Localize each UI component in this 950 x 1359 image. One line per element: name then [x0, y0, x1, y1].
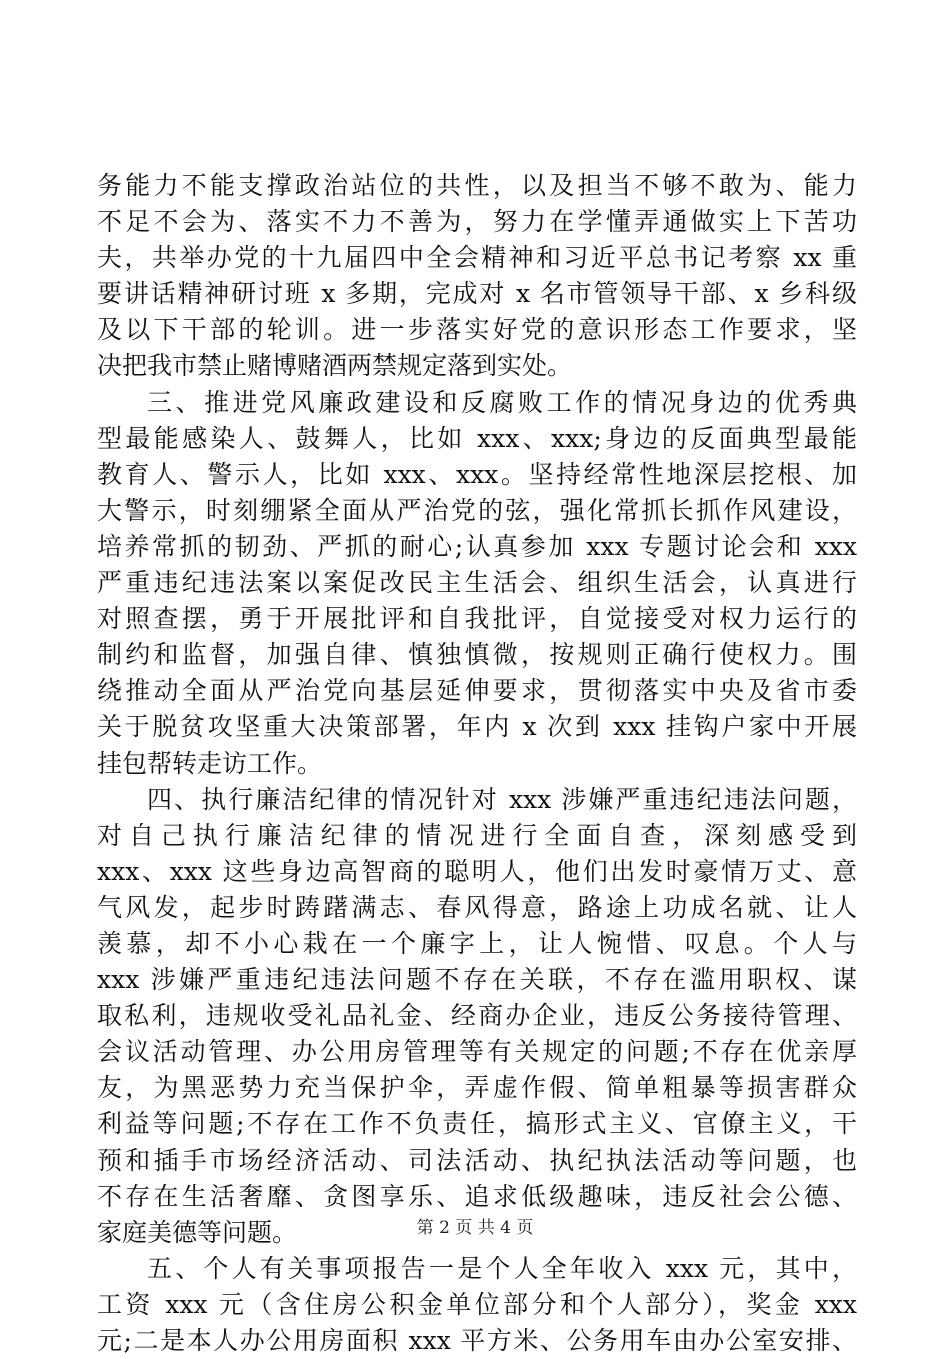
- text-line: 培养常抓的韧劲、严抓的耐心;认真参加 xxx 专题讨论会和 xxx: [97, 531, 857, 561]
- text-line: 羡慕，却不小心栽在一个廉字上，让人惋惜、叹息。个人与: [97, 928, 857, 958]
- text-line: 取私利，违规收受礼品礼金、经商办企业，违反公务接待管理、: [97, 1001, 857, 1031]
- text-line: 绕推动全面从严治党向基层延伸要求，贯彻落实中央及省市委: [97, 676, 857, 706]
- text-line: 要讲话精神研讨班 x 多期，完成对 x 名市管领导干部、x 乡科级: [97, 279, 857, 309]
- text-line: 对自己执行廉洁纪律的情况进行全面自查，深刻感受到: [97, 820, 857, 850]
- text-line: 挂包帮转走访工作。: [97, 748, 323, 778]
- text-line: 务能力不能支撑政治站位的共性，以及担当不够不敢为、能力: [97, 171, 857, 200]
- text-line: 预和插手市场经济活动、司法活动、执纪执法活动等问题，也: [97, 1145, 857, 1175]
- text-line: 友，为黑恶势力充当保护伞，弄虚作假、简单粗暴等损害群众: [97, 1073, 857, 1103]
- text-line: 不存在生活奢靡、贪图享乐、追求低级趣味，违反社会公德、: [97, 1181, 857, 1211]
- text-line: 教育人、警示人，比如 xxx、xxx。坚持经常性地深层挖根、加: [97, 459, 857, 489]
- text-line: 关于脱贫攻坚重大决策部署，年内 x 次到 xxx 挂钩户家中开展: [97, 712, 857, 742]
- text-line: 家庭美德等问题。: [97, 1217, 298, 1247]
- text-line: xxx 涉嫌严重违纪违法问题不存在关联，不存在滥用职权、谋: [97, 965, 857, 995]
- text-line: 型最能感染人、鼓舞人，比如 xxx、xxx;身边的反面典型最能: [97, 423, 857, 453]
- text-line: 决把我市禁止赌博赌酒两禁规定落到实处。: [97, 351, 573, 381]
- text-line: 利益等问题;不存在工作不负责任，搞形式主义、官僚主义，干: [97, 1109, 857, 1139]
- text-line: 气风发，起步时踌躇满志、春风得意，路途上功成名就、让人: [97, 892, 857, 922]
- text-line: 严重违纪违法案以案促改民主生活会、组织生活会，认真进行: [97, 568, 857, 598]
- text-line: 工资 xxx 元（含住房公积金单位部分和个人部分），奖金 xxx: [97, 1289, 857, 1319]
- text-line: 制约和监督，加强自律、慎独慎微，按规则正确行使权力。围: [97, 640, 857, 670]
- page-footer: 第 2 页 共 4 页: [416, 1218, 534, 1238]
- text-line: 会议活动管理、办公用房管理等有关规定的问题;不存在优亲厚: [97, 1037, 857, 1067]
- text-line: 五、个人有关事项报告一是个人全年收入 xxx 元，其中，: [147, 1253, 857, 1283]
- text-line: 三、推进党风廉政建设和反腐败工作的情况身边的优秀典: [147, 387, 857, 417]
- text-line: 不足不会为、落实不力不善为，努力在学懂弄通做实上下苦功: [97, 207, 857, 237]
- text-line: 及以下干部的轮训。进一步落实好党的意识形态工作要求，坚: [97, 315, 857, 345]
- text-line: 四、执行廉洁纪律的情况针对 xxx 涉嫌严重违纪违法问题，: [147, 784, 857, 814]
- text-line: 大警示，时刻绷紧全面从严治党的弦，强化常抓长抓作风建设，: [97, 495, 857, 525]
- text-line: 元;二是本人办公用房面积 xxx 平方米、公务用车由办公室安排、: [97, 1326, 857, 1355]
- text-line: xxx、xxx 这些身边高智商的聪明人，他们出发时豪情万丈、意: [97, 856, 857, 886]
- text-line: 对照查摆，勇于开展批评和自我批评，自觉接受对权力运行的: [97, 604, 857, 634]
- document-body: [97, 168, 857, 1359]
- text-line: 夫，共举办党的十九届四中全会精神和习近平总书记考察 xx 重: [97, 243, 857, 273]
